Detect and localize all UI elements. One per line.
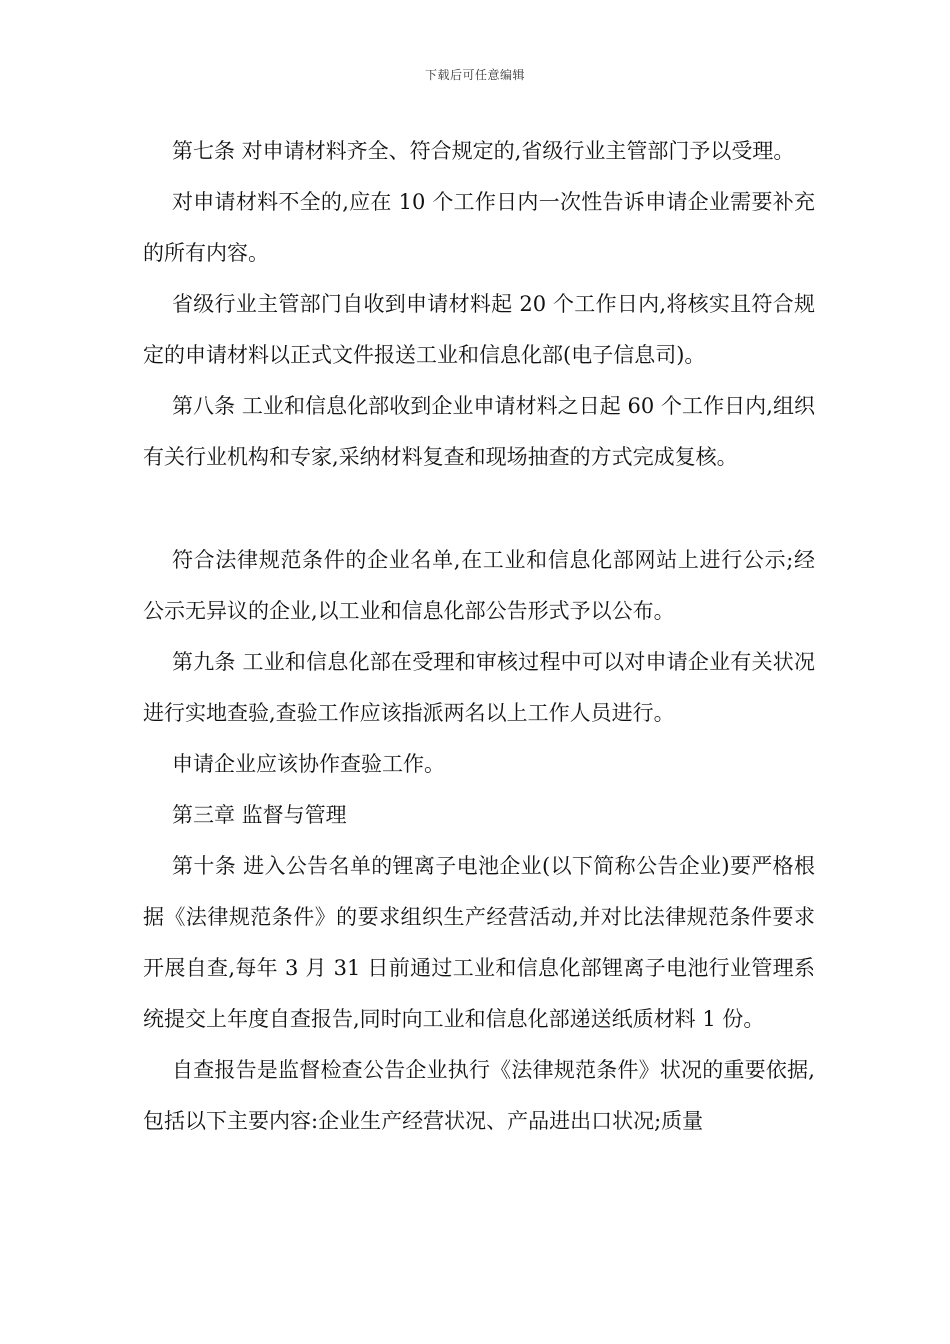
paragraph-article-7: 第七条 对申请材料齐全、符合规定的,省级行业主管部门予以受理。 — [172, 139, 795, 163]
document-body — [143, 126, 815, 1147]
paragraph-article-10: 第十条 进入公告名单的锂离子电池企业(以下简称公告企业)要严格根据《法律规范条件》的要求组织生产经营活动,并对比法律规范条件要求开展自查,每年 3 月 31 日前通过工业和信息化部锂离子电池行业管理系统提交上年度自查报告,同时向工业和信息化部递送纸质材料 1 份。 — [143, 854, 815, 1031]
chapter-3-heading: 第三章 监督与管理 — [172, 803, 347, 827]
paragraph-cooperation: 申请企业应该协作查验工作。 — [172, 752, 445, 776]
paragraph-article-8: 第八条 工业和信息化部收到企业申请材料之日起 60 个工作日内,组织有关行业机构和专家,采纳材料复查和现场抽查的方式完成复核。 — [143, 394, 815, 469]
paragraph-article-9: 第九条 工业和信息化部在受理和审核过程中可以对申请企业有关状况进行实地查验,查验工作应该指派两名以上工作人员进行。 — [143, 650, 815, 725]
paragraph-self-inspection: 自查报告是监督检查公告企业执行《法律规范条件》状况的重要依据,包括以下主要内容:企业生产经营状况、产品进出口状况;质量 — [143, 1058, 815, 1133]
paragraph-provincial-review: 省级行业主管部门自收到申请材料起 20 个工作日内,将核实且符合规定的申请材料以正式文件报送工业和信息化部(电子信息司)。 — [143, 292, 815, 367]
page-header: 下载后可任意编辑 — [424, 68, 525, 82]
paragraph-incomplete-materials: 对申请材料不全的,应在 10 个工作日内一次性告诉申请企业需要补充的所有内容。 — [143, 190, 815, 265]
paragraph-publicity: 符合法律规范条件的企业名单,在工业和信息化部网站上进行公示;经公示无异议的企业,以工业和信息化部公告形式予以公布。 — [143, 548, 815, 623]
